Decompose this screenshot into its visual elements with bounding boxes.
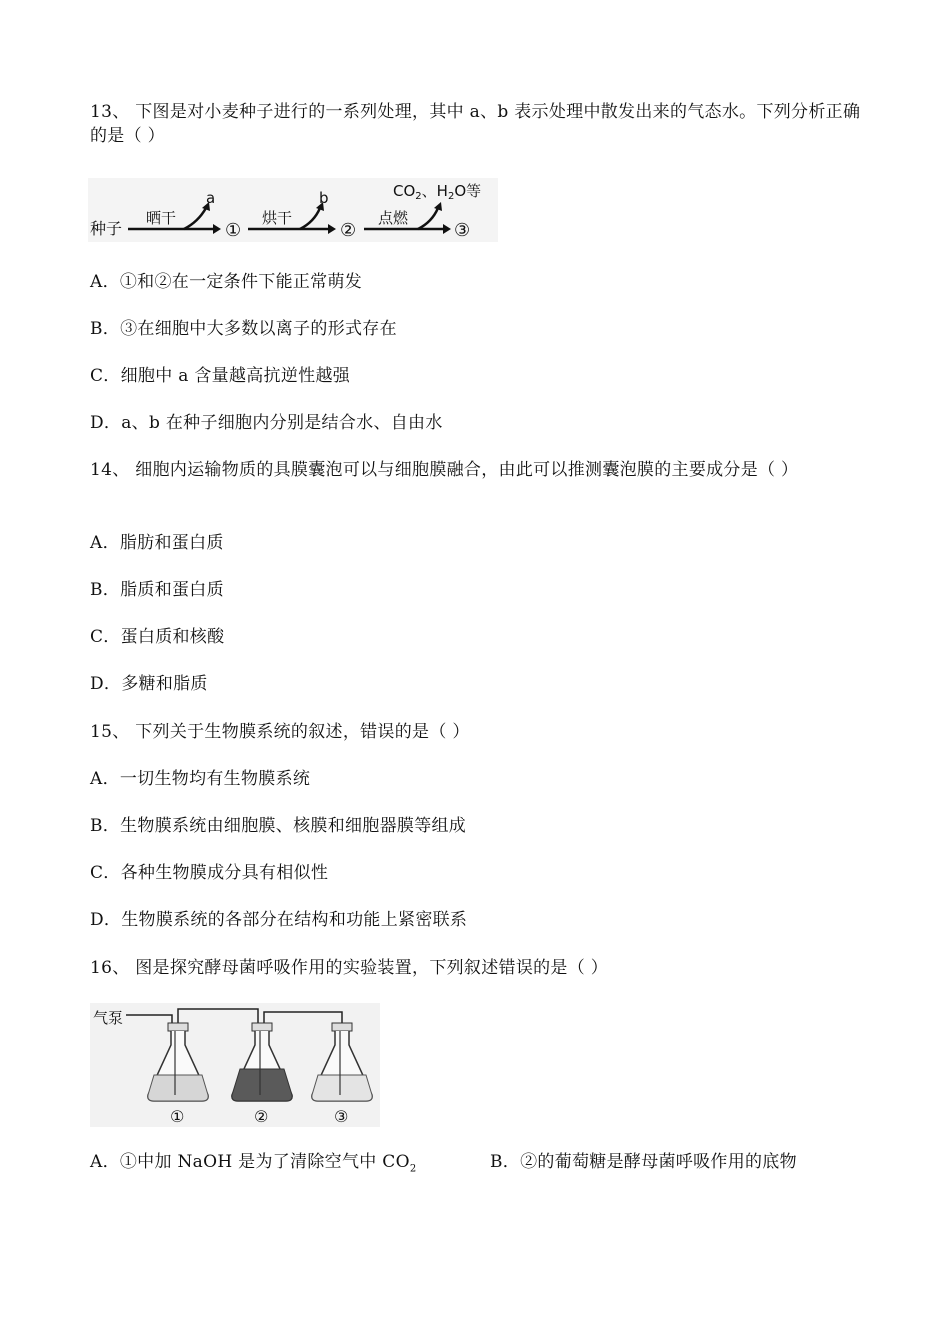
q14-option-d: D．多糖和脂质: [90, 674, 208, 694]
diagram-n2: ②: [340, 220, 357, 241]
q13-option-c: C．细胞中 a 含量越高抗逆性越强: [90, 366, 351, 386]
diagram-products-label: $CO_2$、$H_2O$等: [393, 182, 482, 202]
flask-2-label: ②: [254, 1107, 269, 1126]
q15-option-c: C．各种生物膜成分具有相似性: [90, 863, 329, 883]
diagram-seed-label: 种子: [90, 219, 123, 238]
q14-option-b: B．脂质和蛋白质: [90, 580, 224, 600]
q16-apparatus-diagram: [90, 1003, 380, 1127]
diagram-step3-label: 点燃: [378, 209, 409, 227]
q14-option-c: C．蛋白质和核酸: [90, 627, 225, 647]
q15-option-b: B．生物膜系统由细胞膜、核膜和细胞器膜等组成: [90, 816, 467, 836]
diagram-n1: ①: [225, 220, 242, 241]
q15-stem: 15、 下列关于生物膜系统的叙述，错误的是（ ）: [90, 722, 470, 742]
q13-option-b: B．③在细胞中大多数以离子的形式存在: [90, 319, 397, 339]
diagram-b-label: b: [319, 189, 329, 207]
q15-option-d: D．生物膜系统的各部分在结构和功能上紧密联系: [90, 910, 468, 930]
q13-option-a: A．①和②在一定条件下能正常萌发: [90, 272, 363, 292]
diagram-n3: ③: [454, 220, 471, 241]
flask-1-label: ①: [170, 1107, 185, 1126]
diagram-pump-label: 气泵: [93, 1009, 124, 1027]
q16-option-b: B．②的葡萄糖是酵母菌呼吸作用的底物: [490, 1152, 797, 1172]
q13-stem: 13、 下图是对小麦种子进行的一系列处理，其中 a、b 表示处理中散发出来的气态水。下列分析正确的是（ ）: [90, 102, 861, 146]
q13-diagram: [88, 178, 498, 242]
q15-option-a: A．一切生物均有生物膜系统: [90, 769, 311, 789]
diagram-a-label: a: [206, 189, 216, 207]
diagram-step1-label: 晒干: [146, 209, 177, 227]
q13-option-d: D．a、b 在种子细胞内分别是结合水、自由水: [90, 413, 443, 433]
flask-3-label: ③: [334, 1107, 349, 1126]
q14-option-a: A．脂肪和蛋白质: [90, 533, 224, 553]
q16-option-a: A．①中加 NaOH 是为了清除空气中 $CO_2$: [90, 1152, 417, 1175]
q16-stem: 16、 图是探究酵母菌呼吸作用的实验装置，下列叙述错误的是（ ）: [90, 958, 609, 978]
diagram-step2-label: 烘干: [262, 209, 293, 227]
q14-stem: 14、 细胞内运输物质的具膜囊泡可以与细胞膜融合，由此可以推测囊泡膜的主要成分是（ ）: [90, 460, 799, 480]
